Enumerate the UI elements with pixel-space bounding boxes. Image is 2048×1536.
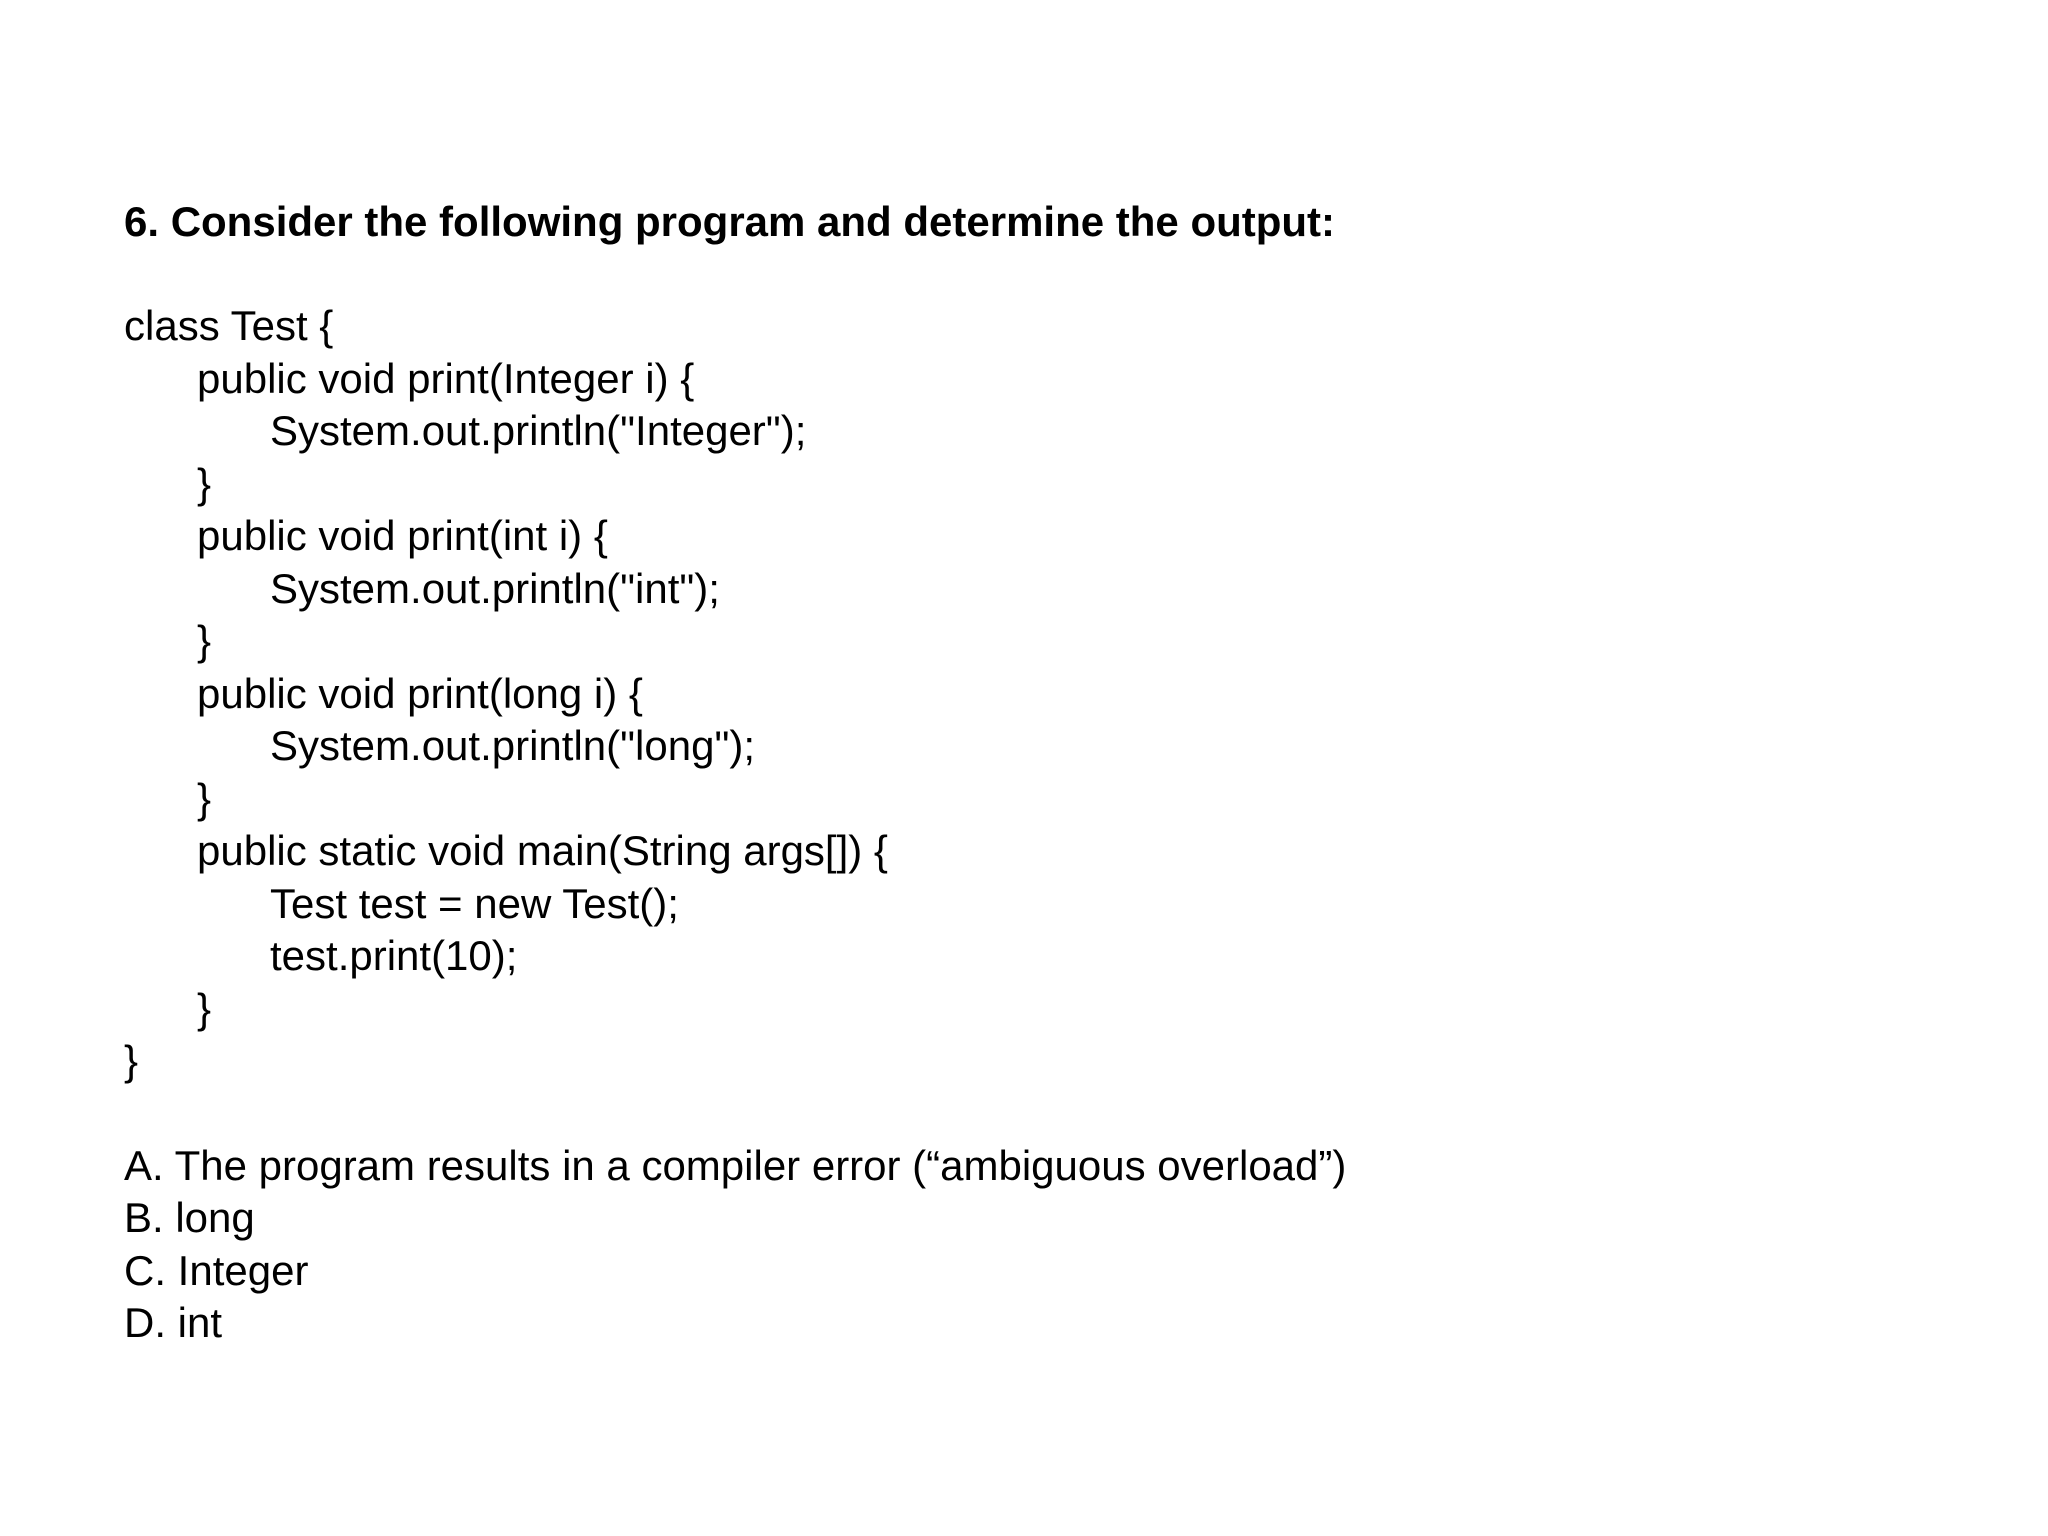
question-title: 6. Consider the following program and determine the output: — [124, 198, 1336, 245]
code-line: class Test { — [124, 302, 334, 349]
option-d: D. int — [124, 1299, 223, 1346]
code-line: Test test = new Test(); — [270, 879, 679, 927]
code-line: System.out.println("long"); — [270, 722, 756, 769]
code-block — [124, 300, 1984, 1088]
code-line: public void print(long i) { — [197, 669, 643, 717]
code-line: test.print(10); — [270, 932, 518, 979]
option-c: C. Integer — [124, 1246, 309, 1294]
code-line: public void print(int i) { — [197, 512, 608, 559]
option-b: B. long — [124, 1194, 255, 1241]
option-a: A. The program results in a compiler error (“ambiguous overload”) — [124, 1141, 1347, 1189]
code-line: } — [197, 617, 212, 664]
code-line: } — [197, 459, 212, 507]
code-line: } — [197, 774, 212, 822]
code-line: public void print(Integer i) { — [197, 354, 695, 402]
code-line: System.out.println("int"); — [270, 564, 720, 612]
code-line: } — [124, 1037, 139, 1084]
answer-options — [124, 1140, 1984, 1350]
question-slide — [124, 196, 1984, 1350]
code-line: public static void main(String args[]) { — [197, 827, 888, 874]
code-line: } — [197, 984, 212, 1032]
code-line: System.out.println("Integer"); — [270, 407, 807, 454]
